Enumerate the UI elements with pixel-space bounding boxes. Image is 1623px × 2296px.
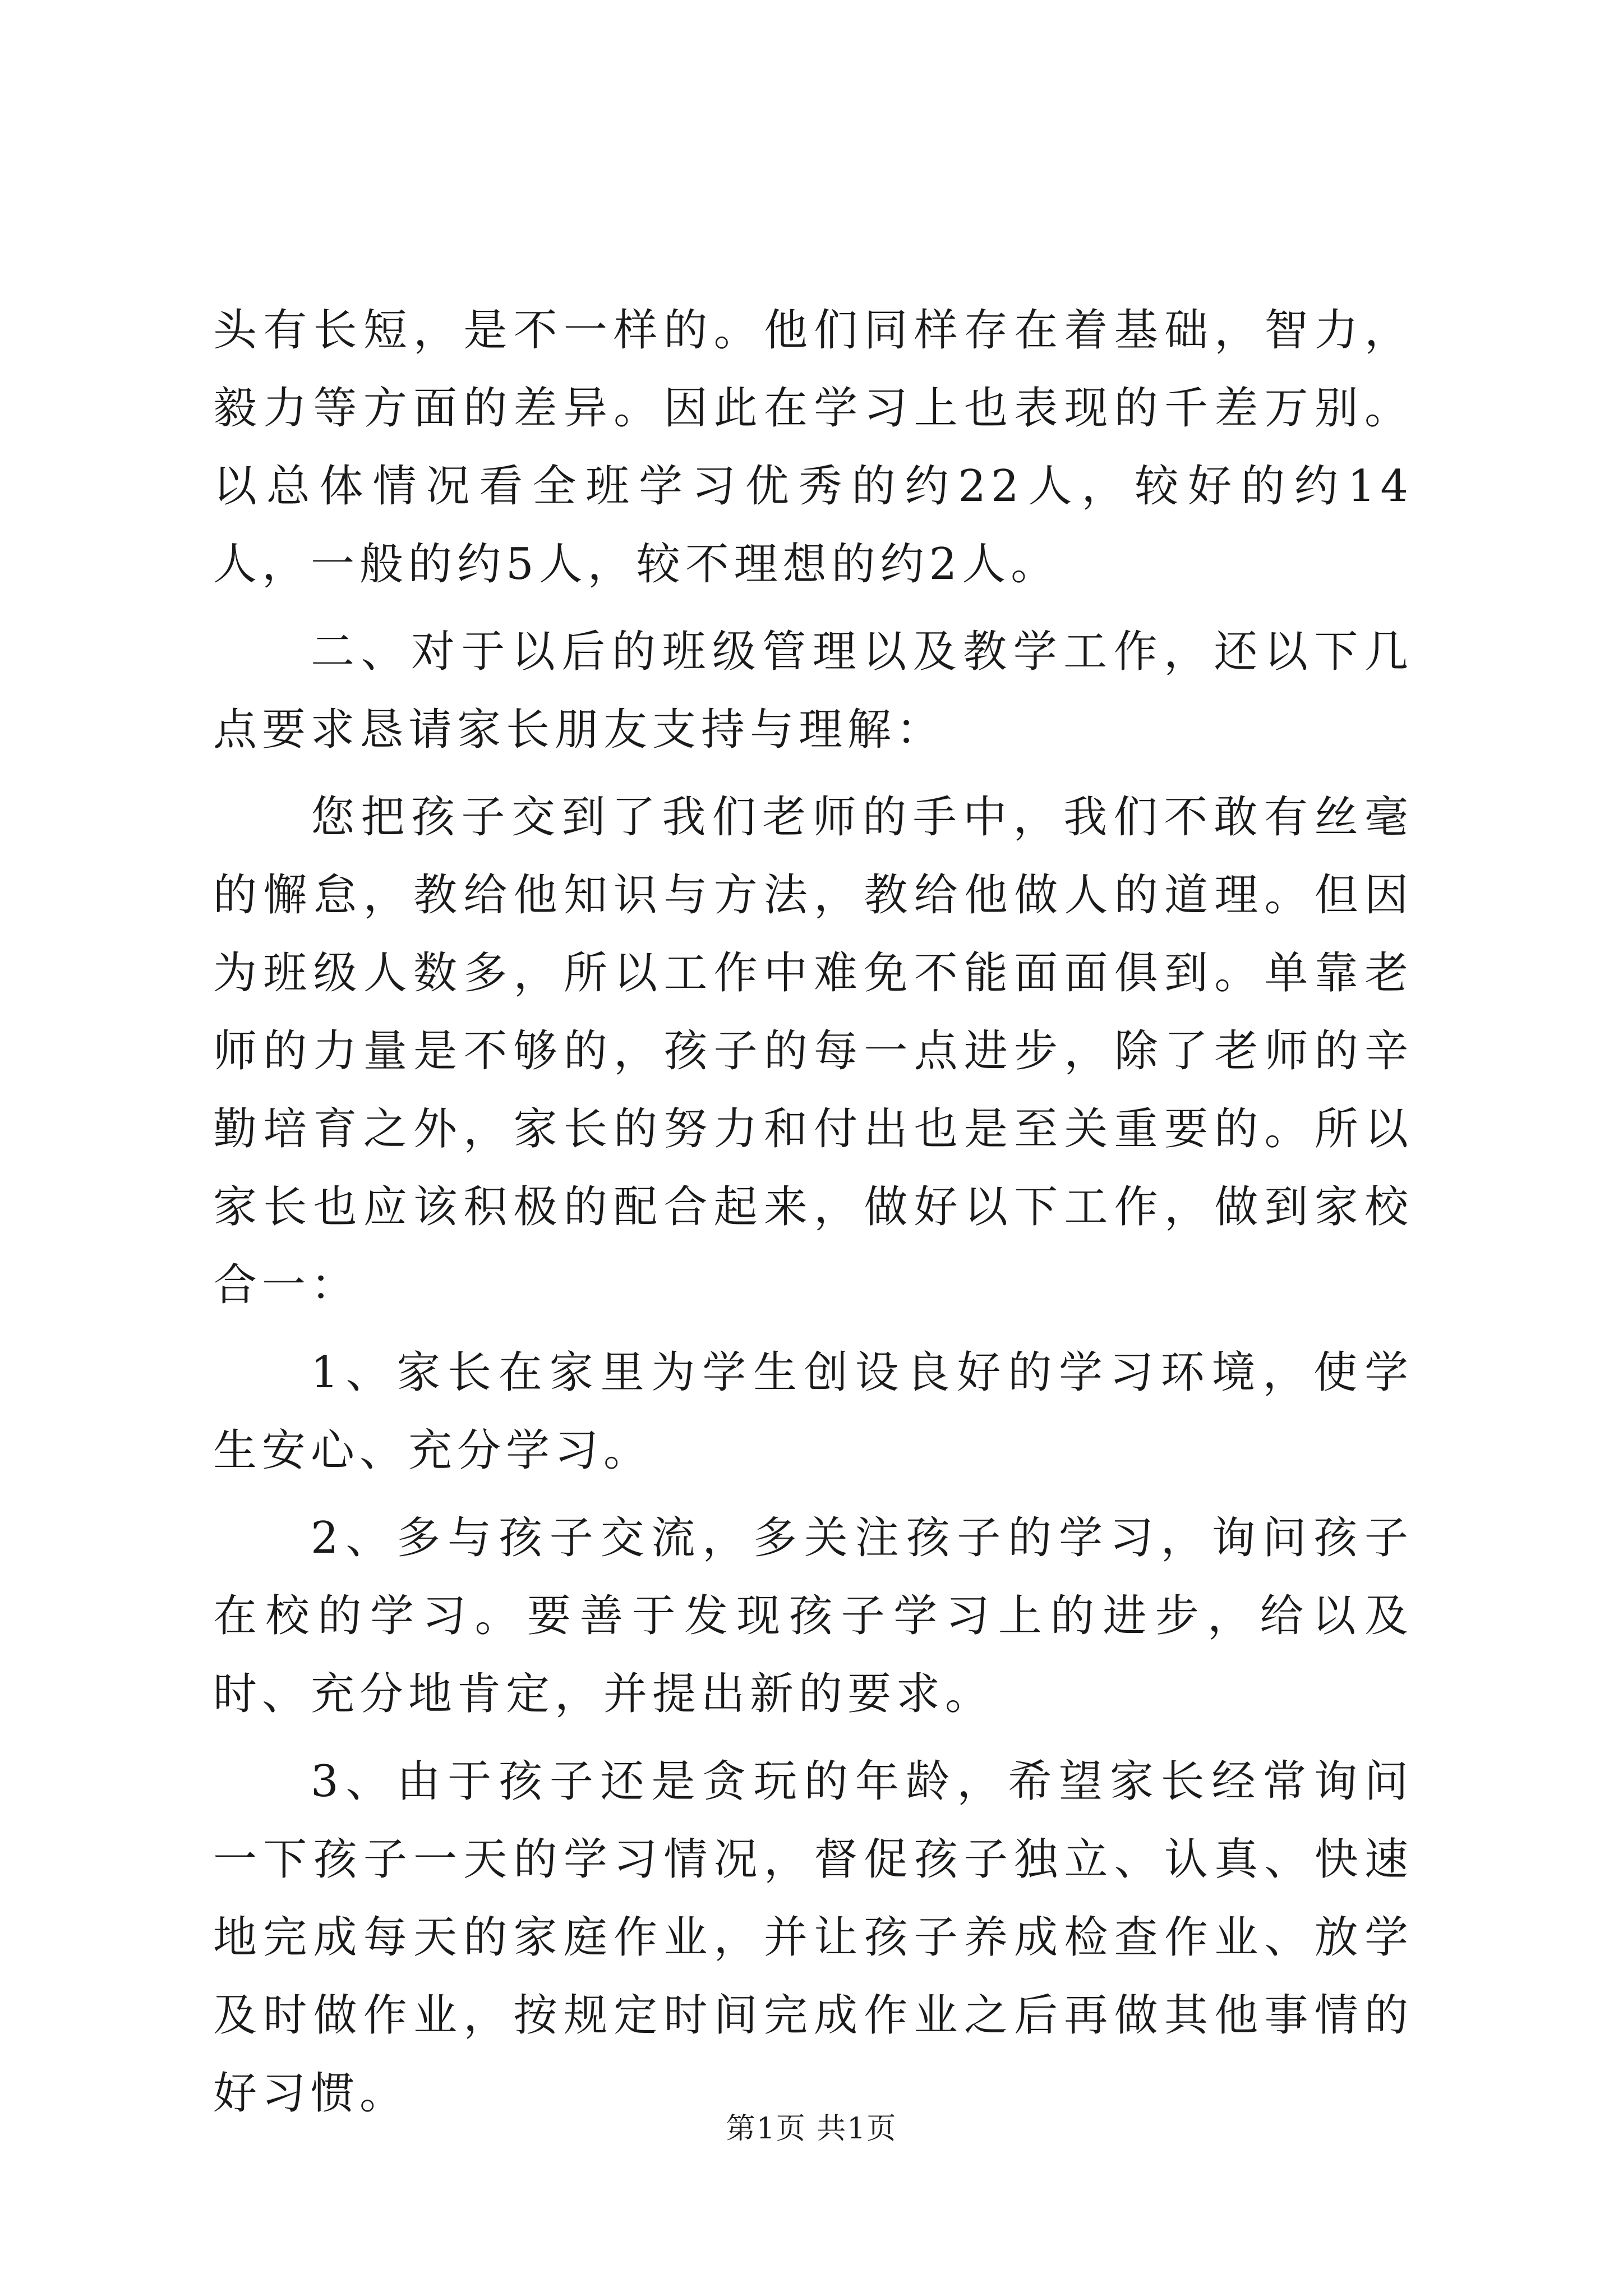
list-item-2: 2、多与孩子交流，多关注孩子的学习，询问孩子在校的学习。要善于发现孩子学习上的进步，给以及时、充分地肯定，并提出新的要求。: [213, 1513, 1413, 1719]
list-item-1: 1、家长在家里为学生创设良好的学习环境，使学生安心、充分学习。: [213, 1347, 1413, 1476]
page-number-footer: 第1页 共1页: [726, 2112, 897, 2146]
document-body: [213, 292, 1413, 2142]
paragraph-continuation: 头有长短，是不一样的。他们同样存在着基础，智力，毅力等方面的差异。因此在学习上也表现的千差万别。以总体情况看全班学习优秀的约22人，较好的约14人，一般的约5人，较不理想的约2人。: [213, 305, 1413, 590]
paragraph-section-two-heading: 二、对于以后的班级管理以及教学工作，还以下几点要求恳请家长朋友支持与理解：: [213, 627, 1413, 755]
paragraph-teacher-statement: 您把孩子交到了我们老师的手中，我们不敢有丝毫的懈怠，教给他知识与方法，教给他做人的道理。但因为班级人数多，所以工作中难免不能面面俱到。单靠老师的力量是不够的，孩子的每一点进步，除了老师的辛勤培育之外，家长的努力和付出也是至关重要的。所以家长也应该积极的配合起来，做好以下工作，做到家校合一：: [213, 792, 1413, 1310]
list-item-3: 3、由于孩子还是贪玩的年龄，希望家长经常询问一下孩子一天的学习情况，督促孩子独立、认真、快速地完成每天的家庭作业，并让孩子养成检查作业、放学及时做作业，按规定时间完成作业之后再做其他事情的好习惯。: [213, 1756, 1413, 2119]
